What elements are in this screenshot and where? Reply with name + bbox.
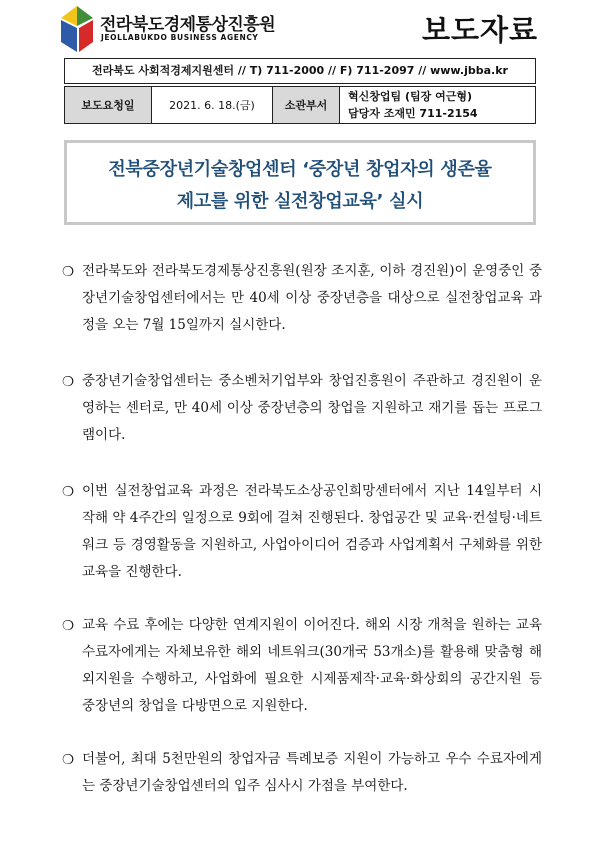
bullet-icon: ❍ (62, 374, 75, 390)
dept-team: 혁신창업팀 (팀장 여근형) (348, 90, 472, 103)
header (0, 0, 600, 58)
org-name-kr: 전라북도경제통상진흥원 (100, 15, 276, 35)
request-date-label: 보도요청일 (65, 87, 152, 124)
bullet-icon: ❍ (62, 484, 75, 500)
org-name-en: JEOLLABUKDO BUSINESS AGENCY (101, 33, 259, 42)
body-paragraph-1 (62, 258, 542, 339)
body-paragraph-5 (62, 746, 542, 800)
agency-logo-icon (57, 6, 97, 52)
dept-label: 소관부서 (273, 87, 340, 124)
bullet-icon: ❍ (62, 264, 75, 280)
headline-line-1: 전북중장년기술창업센터 ‘중장년 창업자의 생존율 (108, 159, 492, 180)
contact-info-line: 전라북도 사회적경제지원센터 // T) 711-2000 // F) 711-2097 // www.jbba.kr (64, 58, 536, 84)
body-paragraph-2 (62, 368, 542, 449)
headline-box (64, 140, 536, 225)
doc-type-title: 보도자료 (421, 13, 538, 47)
bullet-icon: ❍ (62, 618, 75, 634)
body-paragraph-4 (62, 612, 542, 720)
body-paragraph-3 (62, 478, 542, 586)
paragraph-text: 중장년기술창업센터는 중소벤처기업부와 창업진흥원이 주관하고 경진원이 운영하는 센터로, 만 40세 이상 중장년층의 창업을 지원하고 재기를 돕는 프로그램이다. (82, 373, 542, 443)
paragraph-text: 더불어, 최대 5천만원의 창업자금 특례보증 지원이 가능하고 우수 수료자에게는 중장년기술창업센터의 입주 심사시 가점을 부여한다. (82, 751, 542, 794)
request-date-value: 2021. 6. 18.(금) (152, 87, 273, 124)
headline-line-2: 제고를 위한 실전창업교육’ 실시 (176, 191, 424, 212)
dept-value (340, 87, 536, 124)
dept-contact-person: 담당자 조재민 711-2154 (348, 107, 478, 120)
meta-table (64, 86, 536, 124)
paragraph-text: 전라북도와 전라북도경제통상진흥원(원장 조지훈, 이하 경진원)이 운영중인 중장년기술창업센터에서는 만 40세 이상 중장년층을 대상으로 실전창업교육 과정을 오는 7월 15일까지 실시한다. (82, 263, 542, 333)
bullet-icon: ❍ (62, 752, 75, 768)
paragraph-text: 이번 실전창업교육 과정은 전라북도소상공인희망센터에서 지난 14일부터 시작해 약 4주간의 일정으로 9회에 걸쳐 진행된다. 창업공간 및 교육·컨설팅·네트워크 등 경영활동을 지원하고, 사업아이디어 검증과 사업계획서 구체화를 위한 교육을 진행한다. (82, 483, 542, 580)
paragraph-text: 교육 수료 후에는 다양한 연계지원이 이어진다. 해외 시장 개척을 원하는 교육 수료자에게는 자체보유한 해외 네트워크(30개국 53개소)를 활용해 맞춤형 해외지원을 수행하고, 사업화에 필요한 시제품제작·교육·화상회의 공간지원 등 중장년의 창업을 다방면으로 지원한다. (82, 617, 542, 714)
